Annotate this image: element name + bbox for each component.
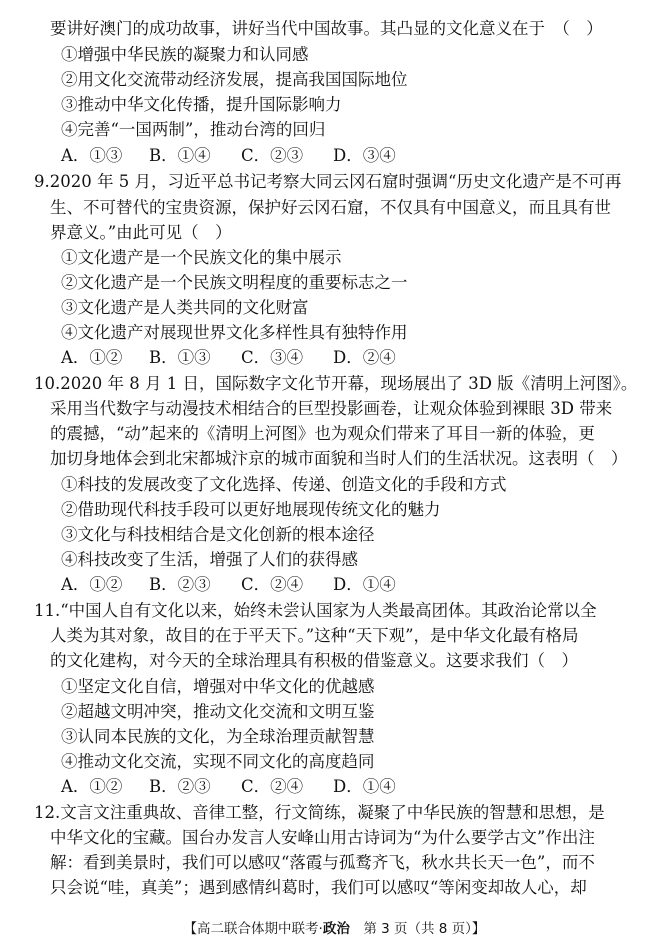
q12-line-4: 只会说“哇，真美”；遇到感情纠葛时，我们可以感叹“等闲变却故人心，却 xyxy=(50,878,587,897)
q10-answers xyxy=(61,577,396,594)
q8-answer-d: D．③④ xyxy=(333,146,396,165)
q9-option-2: ②文化遗产是一个民族文明程度的重要标志之一 xyxy=(61,273,408,292)
q10-line-4: 加切身地体会到北宋都城汴京的城市面貌和当时人们的生活状况。这表明（ ） xyxy=(50,449,628,468)
q10-line-2: 采用当代数字与动漫技术相结合的巨型投影画卷，让观众体验到裸眼 3D 带来 xyxy=(50,399,613,418)
footer-prefix: 【高二联合体期中联考· xyxy=(183,921,323,937)
q8-stem-end: 要讲好澳门的成功故事，讲好当代中国故事。其凸显的文化意义在于 （ ） xyxy=(50,19,603,38)
q11-option-1: ①坚定文化自信，增强对中华文化的优越感 xyxy=(61,677,375,696)
q12-line-2: 中华文化的宝藏。国台办发言人安峰山用古诗词为“为什么要学古文”作出注 xyxy=(50,828,595,847)
q9-answer-d: D．②④ xyxy=(333,348,396,367)
q11-answer-b: B．②③ xyxy=(149,777,211,796)
q9-option-1: ①文化遗产是一个民族文化的集中展示 xyxy=(61,248,342,267)
q11-option-4: ④推动文化交流，实现不同文化的高度趋同 xyxy=(61,752,375,771)
q11-answer-a: A．①② xyxy=(61,777,123,796)
q11-option-3: ③认同本民族的文化，为全球治理贡献智慧 xyxy=(61,727,375,746)
q11-answers xyxy=(61,779,396,796)
q9-line-2: 生、不可替代的宝贵资源，保护好云冈石窟，不仅具有中国意义，而且具有世 xyxy=(50,198,611,217)
q10-answer-c: C．②④ xyxy=(241,575,304,594)
q9-line-1: 9.2020 年 5 月，习近平总书记考察大同云冈石窟时强调“历史文化遗产是不可再 xyxy=(34,172,622,191)
q9-answer-a: A．①② xyxy=(61,348,123,367)
q11-answer-c: C．②④ xyxy=(241,777,304,796)
q10-answer-d: D．①④ xyxy=(333,575,396,594)
q10-option-2: ②借助现代科技手段可以更好地展现传统文化的魅力 xyxy=(61,500,441,519)
q8-answer-b: B．①④ xyxy=(149,146,211,165)
q12-line-3: 解：看到美景时，我们可以感叹“落霞与孤鹜齐飞，秋水共长天一色”，而不 xyxy=(50,853,595,872)
q8-option-2: ②用文化交流带动经济发展，提高我国国际地位 xyxy=(61,70,408,89)
q10-option-3: ③文化与科技相结合是文化创新的根本途径 xyxy=(61,525,375,544)
q8-option-1: ①增强中华民族的凝聚力和认同感 xyxy=(61,45,309,64)
page-footer xyxy=(0,917,669,937)
q9-answer-b: B．①③ xyxy=(149,348,211,367)
q10-option-4: ④科技改变了生活，增强了人们的获得感 xyxy=(61,550,358,569)
q11-line-2: 人类为其对象，故目的在于平天下。”这种“天下观”，是中华文化最有格局 xyxy=(50,626,579,645)
q9-option-3: ③文化遗产是人类共同的文化财富 xyxy=(61,298,309,317)
q8-answers xyxy=(61,148,396,165)
q11-answer-d: D．①④ xyxy=(333,777,396,796)
q10-answer-a: A．①② xyxy=(61,575,123,594)
q8-answer-c: C．②③ xyxy=(241,146,304,165)
q10-answer-b: B．②③ xyxy=(149,575,211,594)
q9-answer-c: C．③④ xyxy=(241,348,304,367)
footer-subject: 政治 xyxy=(322,921,350,937)
q10-line-1: 10.2020 年 8 月 1 日，国际数字文化节开幕，现场展出了 3D 版《清明上河图》。 xyxy=(34,374,638,393)
q11-line-3: 的文化建构，对今天的全球治理具有积极的借鉴意义。这要求我们（ ） xyxy=(50,651,578,670)
q9-option-4: ④文化遗产对展现世界文化多样性具有独特作用 xyxy=(61,323,408,342)
q12-line-1: 12.文言文注重典故、音律工整，行文简练，凝聚了中华民族的智慧和思想，是 xyxy=(34,803,605,822)
q10-option-1: ①科技的发展改变了文化选择、传递、创造文化的手段和方式 xyxy=(61,475,507,494)
q8-answer-a: A．①③ xyxy=(61,146,123,165)
q9-line-3: 界意义。”由此可见（ ） xyxy=(50,223,232,242)
q8-option-3: ③推动中华文化传播，提升国际影响力 xyxy=(61,95,342,114)
q11-line-1: 11.“中国人自有文化以来，始终未尝认国家为人类最高团体。其政治论常以全 xyxy=(34,601,597,620)
q10-line-3: 的震撼，“动”起来的《清明上河图》也为观众们带来了耳目一新的体验，更 xyxy=(50,424,595,443)
footer-page-info: 第 3 页（共 8 页）】 xyxy=(349,921,486,937)
q8-option-4: ④完善“一国两制”，推动台湾的回归 xyxy=(61,120,326,139)
q11-option-2: ②超越文明冲突，推动文化交流和文明互鉴 xyxy=(61,702,375,721)
q9-answers xyxy=(61,350,396,367)
